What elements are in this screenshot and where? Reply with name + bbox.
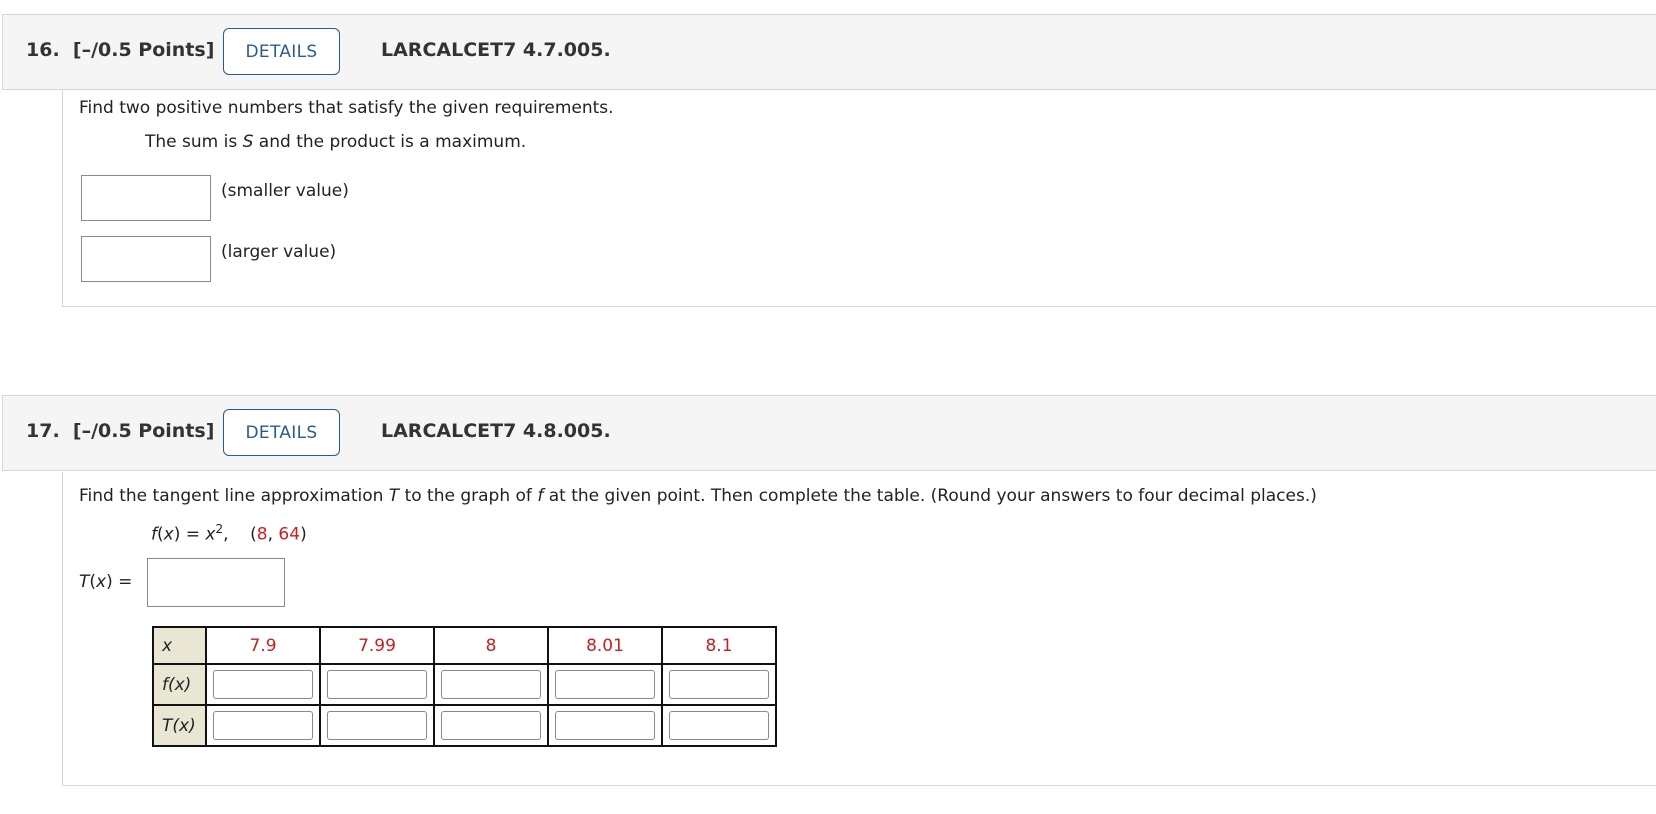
x-value-4: 8.01 bbox=[548, 627, 662, 664]
tx-input-2[interactable] bbox=[327, 711, 427, 740]
x-value-1: 7.9 bbox=[206, 627, 320, 664]
larger-value-input[interactable] bbox=[81, 236, 211, 282]
question-17-number: 17. [–/0.5 Points] bbox=[26, 420, 215, 442]
question-16-prompt: Find two positive numbers that satisfy the given requirements. bbox=[79, 98, 614, 118]
smaller-value-label: (smaller value) bbox=[221, 181, 349, 201]
question-16-header bbox=[2, 14, 1656, 90]
fx-input-5[interactable] bbox=[669, 670, 769, 699]
question-17-details-button[interactable]: DETAILS bbox=[223, 409, 340, 456]
tx-input-3[interactable] bbox=[441, 711, 541, 740]
table-row-x bbox=[153, 627, 776, 664]
smaller-value-input[interactable] bbox=[81, 175, 211, 221]
question-16-requirement: The sum is S and the product is a maximum. bbox=[145, 132, 527, 152]
tx-input-5[interactable] bbox=[669, 711, 769, 740]
fx-input-4[interactable] bbox=[555, 670, 655, 699]
function-definition: $f(x) = x^2$, (8, 64) bbox=[151, 522, 307, 545]
x-value-3: 8 bbox=[434, 627, 548, 664]
table-header-tx: T(x) bbox=[153, 705, 206, 746]
x-value-5: 8.1 bbox=[662, 627, 776, 664]
larger-value-label: (larger value) bbox=[221, 242, 337, 262]
tx-input-4[interactable] bbox=[555, 711, 655, 740]
fx-input-2[interactable] bbox=[327, 670, 427, 699]
tx-input-1[interactable] bbox=[213, 711, 313, 740]
question-17-prompt: Find the tangent line approximation T to the graph of f at the given point. Then complete the table. (Round your answers to four decimal places.) bbox=[79, 486, 1317, 506]
tangent-line-label: T(x) = bbox=[79, 572, 133, 592]
fx-input-3[interactable] bbox=[441, 670, 541, 699]
values-table bbox=[152, 626, 777, 747]
question-17-code: LARCALCET7 4.8.005. bbox=[381, 420, 611, 442]
question-16-details-button[interactable]: DETAILS bbox=[223, 28, 340, 75]
fx-input-1[interactable] bbox=[213, 670, 313, 699]
table-row-fx bbox=[153, 664, 776, 705]
table-row-tx bbox=[153, 705, 776, 746]
question-16-code: LARCALCET7 4.7.005. bbox=[381, 39, 611, 61]
question-17-header bbox=[2, 395, 1656, 471]
table-header-x: x bbox=[153, 627, 206, 664]
x-value-2: 7.99 bbox=[320, 627, 434, 664]
table-header-fx: f(x) bbox=[153, 664, 206, 705]
question-16-number: 16. [–/0.5 Points] bbox=[26, 39, 215, 61]
question-16-body bbox=[62, 90, 1656, 307]
tangent-line-input[interactable] bbox=[147, 558, 285, 607]
